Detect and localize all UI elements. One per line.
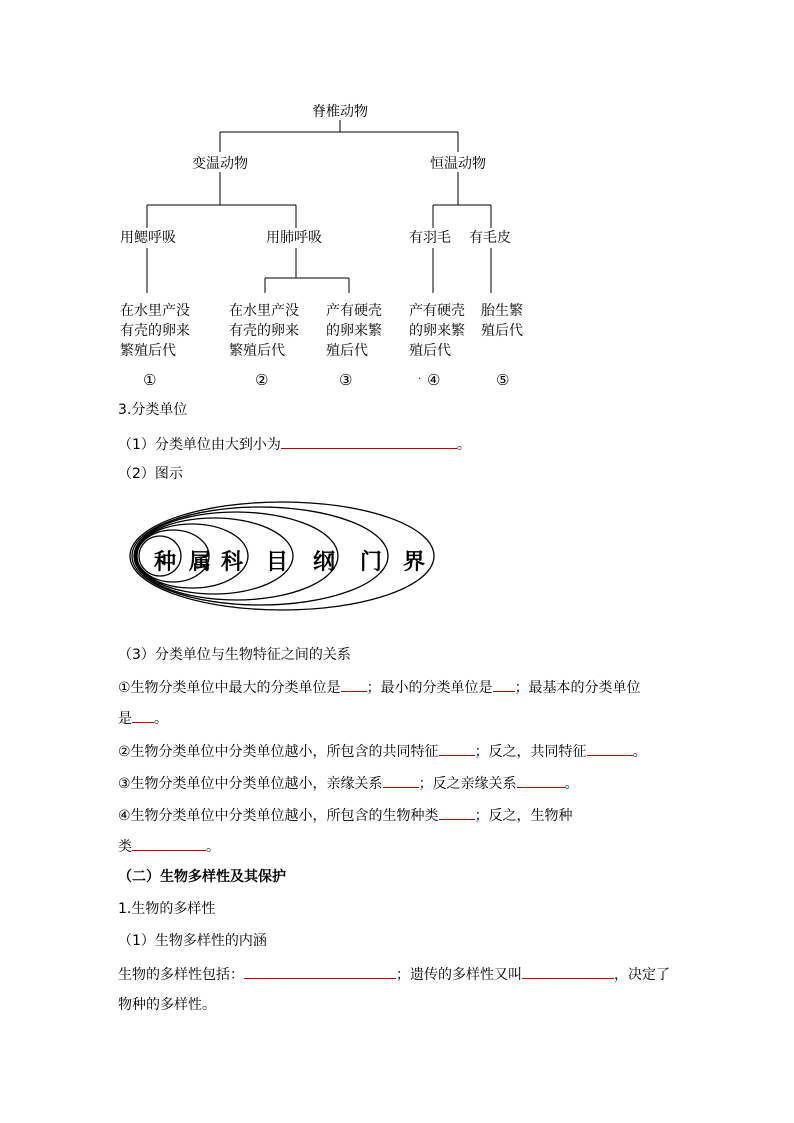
answer-blank[interactable] xyxy=(522,964,614,979)
ellipse-label-genus: 属 xyxy=(189,550,212,575)
tree-leaf-2: 在水里产没有壳的卵来繁殖后代 xyxy=(229,303,299,359)
tree-leaf-1: 在水里产没有壳的卵来繁殖后代 xyxy=(120,303,190,359)
tree-cold-blooded-label: 变温动物 xyxy=(192,156,248,172)
subsection-1-title: 1.生物的多样性 xyxy=(118,901,216,917)
item-1-line-1: ①生物分类单位中最大的分类单位是 ；最小的分类单位是 ；最基本的分类单位 xyxy=(118,677,641,697)
ellipse-label-family: 科 xyxy=(221,550,244,575)
answer-blank[interactable] xyxy=(493,677,515,692)
section-biodiversity-title: （二）生物多样性及其保护 xyxy=(118,869,286,885)
question-3: （3）分类单位与生物特征之间的关系 xyxy=(118,647,351,663)
tree-leaf-3: 产有硬壳的卵来繁殖后代 xyxy=(326,303,382,359)
answer-blank[interactable] xyxy=(132,836,206,851)
answer-blank[interactable] xyxy=(132,708,154,723)
answer-blank[interactable] xyxy=(244,964,396,979)
tree-root-label: 脊椎动物 xyxy=(312,104,368,120)
ellipse-label-phylum: 门 xyxy=(360,550,383,575)
tree-number-1: ① xyxy=(143,371,157,389)
tree-number-2: ② xyxy=(255,371,269,389)
answer-blank[interactable] xyxy=(517,773,565,788)
section-3-title: 3.分类单位 xyxy=(118,402,188,418)
tree-warm-blooded-label: 恒温动物 xyxy=(430,156,486,172)
question-2: （2）图示 xyxy=(118,466,183,482)
tree-dot: . xyxy=(418,371,422,382)
tree-number-5: ⑤ xyxy=(496,371,510,389)
item-1-line-2: 是 。 xyxy=(118,708,168,728)
tree-feathers-label: 有羽毛 xyxy=(409,230,451,246)
tree-gills-label: 用鳃呼吸 xyxy=(120,230,176,246)
ellipse-label-order: 目 xyxy=(266,550,289,575)
item-4-line-1: ④生物分类单位中分类单位越小，所包含的生物种类 ；反之，生物种 xyxy=(118,805,573,825)
biodiversity-line-2: 物种的多样性。 xyxy=(118,997,216,1013)
tree-number-4: ④ xyxy=(427,371,441,389)
tree-leaf-4: 产有硬壳的卵来繁殖后代 xyxy=(409,303,465,359)
question-1: （1）分类单位由大到小为 。 xyxy=(118,434,471,454)
answer-blank[interactable] xyxy=(383,773,419,788)
biodiversity-line-1: 生物的多样性包括： ；遗传的多样性又叫 ，决定了 xyxy=(118,964,670,984)
answer-blank[interactable] xyxy=(281,434,457,449)
item-4-line-2: 类 。 xyxy=(118,836,220,856)
answer-blank[interactable] xyxy=(341,677,367,692)
tree-fur-label: 有毛皮 xyxy=(469,230,511,246)
ellipse-label-kingdom: 界 xyxy=(403,550,426,575)
ellipse-label-species: 种 xyxy=(154,550,177,575)
item-2: ②生物分类单位中分类单位越小，所包含的共同特征 ；反之，共同特征 。 xyxy=(118,741,647,761)
answer-blank[interactable] xyxy=(587,741,633,756)
tree-number-3: ③ xyxy=(339,371,353,389)
ellipse-label-class: 纲 xyxy=(313,550,336,575)
subsection-1-1-title: （1）生物多样性的内涵 xyxy=(118,933,267,949)
tree-lungs-label: 用肺呼吸 xyxy=(266,230,322,246)
answer-blank[interactable] xyxy=(439,741,475,756)
tree-leaf-5: 胎生繁殖后代 xyxy=(481,303,523,339)
answer-blank[interactable] xyxy=(439,805,475,820)
item-3: ③生物分类单位中分类单位越小，亲缘关系 ；反之亲缘关系 。 xyxy=(118,773,579,793)
